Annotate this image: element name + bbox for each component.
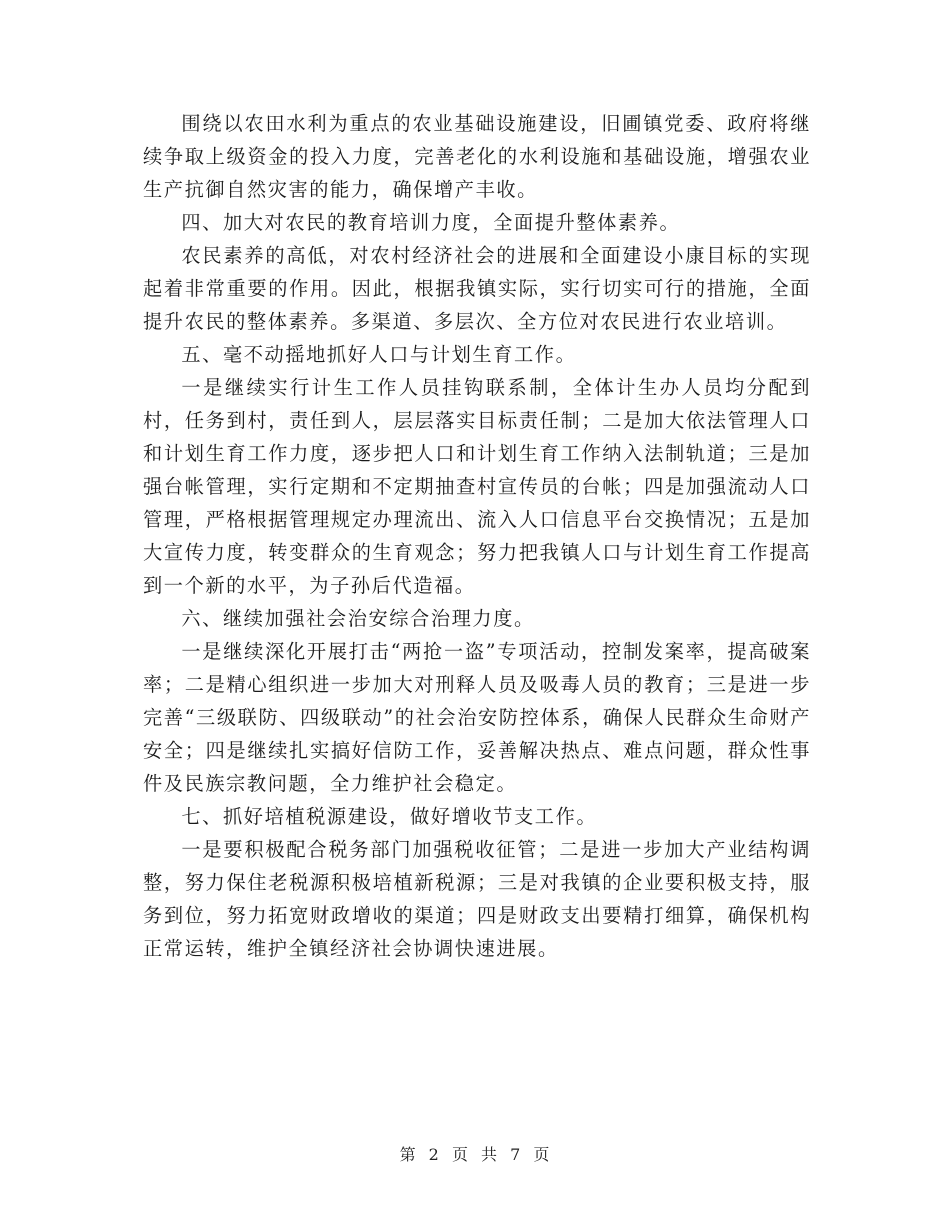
paragraph-family-planning: 一是继续实行计生工作人员挂钩联系制，全体计生办人员均分配到村，任务到村，责任到人，层层落实目标责任制；二是加大依法管理人口和计划生育工作力度，逐步把人口和计划生育工作纳入法制轨道；三是加强台帐管理，实行定期和不定期抽查村宣传员的台帐；四是加强流动人口管理，严格根据管理规定办理流出、流入人口信息平台交换情况；五是加大宣传力度，转变群众的生育观念；努力把我镇人口与计划生育工作提高到一个新的水平，为子孙后代造福。 [143, 376, 811, 597]
page-number-footer: 第 2 页 共 7 页 [399, 1145, 551, 1164]
paragraph-tax-revenue: 一是要积极配合税务部门加强税收征管；二是进一步加大产业结构调整，努力保住老税源积极培植新税源；三是对我镇的企业要积极支持，服务到位，努力拓宽财政增收的渠道；四是财政支出要精打细算，确保机构正常运转，维护全镇经济社会协调快速进展。 [143, 838, 811, 960]
heading-section-4: 四、加大对农民的教育培训力度，全面提升整体素养。 [181, 211, 681, 234]
heading-section-5: 五、毫不动摇地抓好人口与计划生育工作。 [181, 343, 577, 366]
paragraph-farmer-training: 农民素养的高低，对农村经济社会的进展和全面建设小康目标的实现起着非常重要的作用。因此，根据我镇实际，实行切实可行的措施，全面提升农民的整体素养。多渠道、多层次、全方位对农民进行农业培训。 [143, 244, 811, 333]
document-body [143, 107, 811, 965]
heading-section-7: 七、抓好培植税源建设，做好增收节支工作。 [181, 805, 598, 828]
paragraph-farmland-water: 围绕以农田水利为重点的农业基础设施建设，旧圃镇党委、政府将继续争取上级资金的投入力度，完善老化的水利设施和基础设施，增强农业生产抗御自然灾害的能力，确保增产丰收。 [143, 112, 811, 201]
paragraph-public-security: 一是继续深化开展打击“两抢一盗”专项活动，控制发案率，提高破案率；二是精心组织进一步加大对刑释人员及吸毒人员的教育；三是进一步完善“三级联防、四级联动”的社会治安防控体系，确保人民群众生命财产安全；四是继续扎实搞好信防工作，妥善解决热点、难点问题，群众性事件及民族宗教问题，全力维护社会稳定。 [143, 640, 811, 795]
heading-section-6: 六、继续加强社会治安综合治理力度。 [181, 607, 535, 630]
